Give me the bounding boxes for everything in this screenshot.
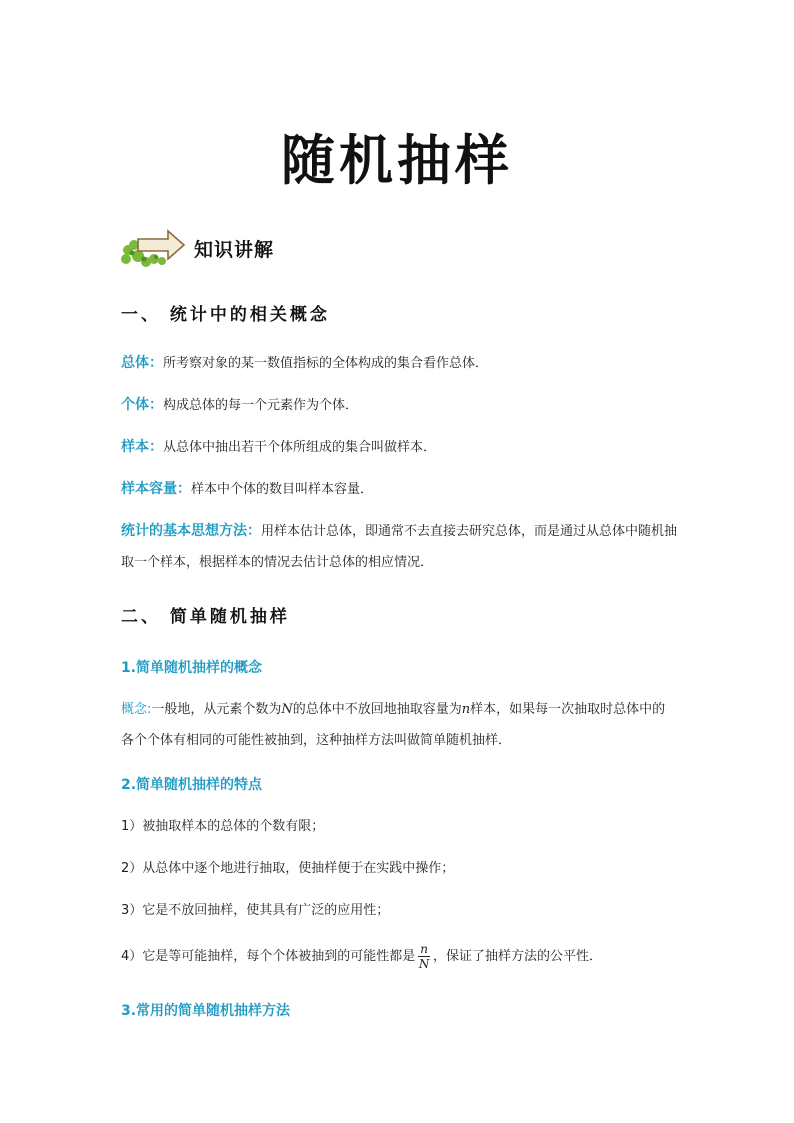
term-label: 统计的基本思想方法： [121, 523, 261, 539]
banner-label: 知识讲解 [194, 238, 275, 261]
feature-item-1: 1）被抽取样本的总体的个数有限； [121, 819, 325, 834]
definition-text: 构成总体的每一个元素作为个体． [163, 398, 359, 413]
definition-text: 样本中个体的数目叫样本容量． [191, 482, 374, 497]
variable-N: N [281, 702, 293, 717]
feature-item-2: 2）从总体中逐个地进行抽取，使抽样便于在实践中操作； [121, 861, 455, 876]
section-heading-2: 二、 简单随机抽样 [121, 607, 290, 627]
section-heading-1: 一、 统计中的相关概念 [121, 305, 330, 325]
concept-text-2: 的总体中不放回地抽取容量为 [292, 702, 462, 717]
section-banner [118, 226, 274, 270]
term-label: 个体： [121, 397, 163, 413]
definition-individual [121, 395, 677, 416]
definition-text: 从总体中抽出若干个体所组成的集合叫做样本． [163, 440, 437, 455]
feature-item-4-text: 4）它是等可能抽样，每个个体被抽到的可能性都是 [121, 949, 416, 964]
page-title: 随机抽样 [281, 128, 513, 192]
definition-sample-size [121, 479, 677, 500]
concept-text-1: 一般地，从元素个数为 [151, 702, 282, 717]
fraction-denominator: N [418, 957, 430, 971]
concept-paragraph [121, 694, 677, 756]
feature-item-4 [121, 940, 677, 974]
subheading-methods: 3.常用的简单随机抽样方法 [121, 1003, 291, 1019]
subheading-concept: 1.简单随机抽样的概念 [121, 660, 263, 676]
variable-n: n [461, 702, 471, 717]
concept-label: 概念: [121, 702, 152, 717]
probability-fraction [418, 942, 430, 971]
term-label: 样本： [121, 439, 163, 455]
definition-basic-method [121, 516, 677, 578]
definition-total [121, 353, 677, 374]
definition-sample [121, 437, 677, 458]
subheading-features: 2.简单随机抽样的特点 [121, 777, 263, 793]
clover-arrow-icon [118, 226, 186, 270]
definition-text: 用样本估计总体，即通常不去直接去研究总体，而是通过从总体中随机抽取一个样本，根据样本的情况去估计总体的相应情况． [121, 524, 678, 570]
concept-text-3: 样本，如果每一次抽取时总体中的各个个体有相同的可能性被抽到，这种抽样方法叫做简单随机抽样． [121, 702, 666, 748]
fraction-numerator: n [420, 942, 429, 956]
term-label: 样本容量： [121, 481, 191, 497]
definition-text: 所考察对象的某一数值指标的全体构成的集合看作总体． [163, 356, 489, 371]
feature-item-3: 3）它是不放回抽样，使其具有广泛的应用性； [121, 903, 390, 918]
feature-item-4-text-end: ，保证了抽样方法的公平性． [433, 949, 603, 964]
term-label: 总体： [121, 355, 163, 371]
